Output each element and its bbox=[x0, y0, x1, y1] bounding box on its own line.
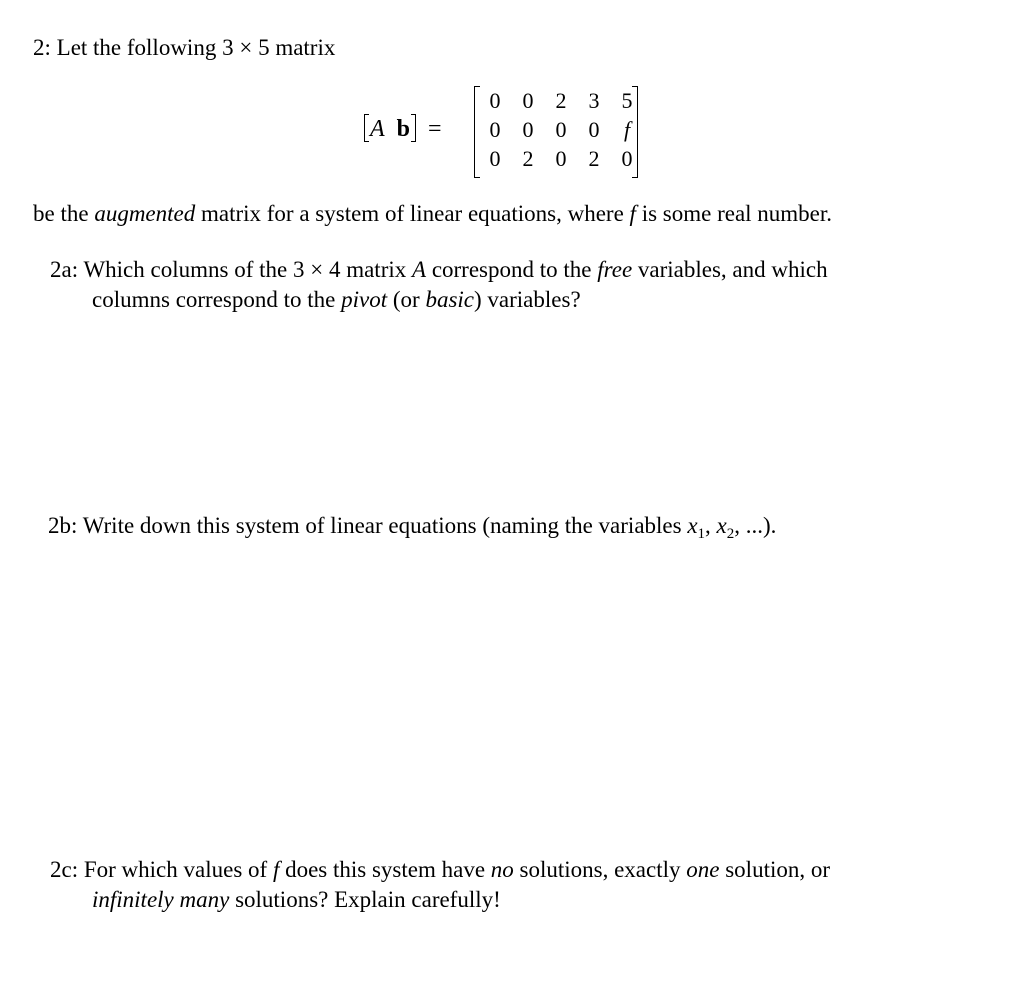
augmented-matrix bbox=[474, 86, 638, 178]
matrix-description: be the augmented matrix for a system of linear equations, where f is some real number. bbox=[33, 201, 833, 226]
part-a-label: 2a: bbox=[50, 257, 79, 282]
part-c-label: 2c: bbox=[50, 857, 79, 882]
part-b: 2b: Write down this system of linear equations (naming the variables $x_1$, $x_2$, ...). bbox=[48, 513, 777, 542]
matrix-cell: 0 bbox=[489, 146, 501, 171]
matrix-cell: 3 bbox=[588, 88, 600, 113]
part-a-line1: 2a: Which columns of the 3 × 4 matrix A correspond to the free variables, and which bbox=[50, 257, 828, 282]
matrix-cell: f bbox=[623, 117, 631, 142]
matrix-cell: 0 bbox=[522, 88, 534, 113]
problem-intro: 2: Let the following 3 × 5 matrix bbox=[33, 35, 336, 60]
matrix-cell: 2 bbox=[555, 88, 567, 113]
matrix-cell: 2 bbox=[588, 146, 600, 171]
matrix-cell: 0 bbox=[621, 146, 633, 171]
matrix-cell: 5 bbox=[621, 88, 633, 113]
lhs-bracket: A b bbox=[364, 114, 416, 144]
matrix-cell: 2 bbox=[522, 146, 534, 171]
matrix-cell: 0 bbox=[555, 146, 567, 171]
problem-number: 2: bbox=[33, 35, 51, 60]
matrix-lhs: A b = bbox=[364, 114, 442, 144]
matrix-cell: 0 bbox=[522, 117, 534, 142]
part-a-line2: columns correspond to the pivot (or basic) variables? bbox=[92, 287, 581, 312]
matrix-cell: 0 bbox=[489, 88, 501, 113]
matrix-cell: 0 bbox=[489, 117, 501, 142]
matrix-cell: 0 bbox=[588, 117, 600, 142]
matrix-cell: 0 bbox=[555, 117, 567, 142]
part-c-line1: 2c: For which values of f does this system have no solutions, exactly one solution, or bbox=[50, 857, 831, 882]
part-c-line2: infinitely many solutions? Explain carefully! bbox=[92, 887, 501, 912]
part-b-label: 2b: bbox=[48, 513, 78, 538]
